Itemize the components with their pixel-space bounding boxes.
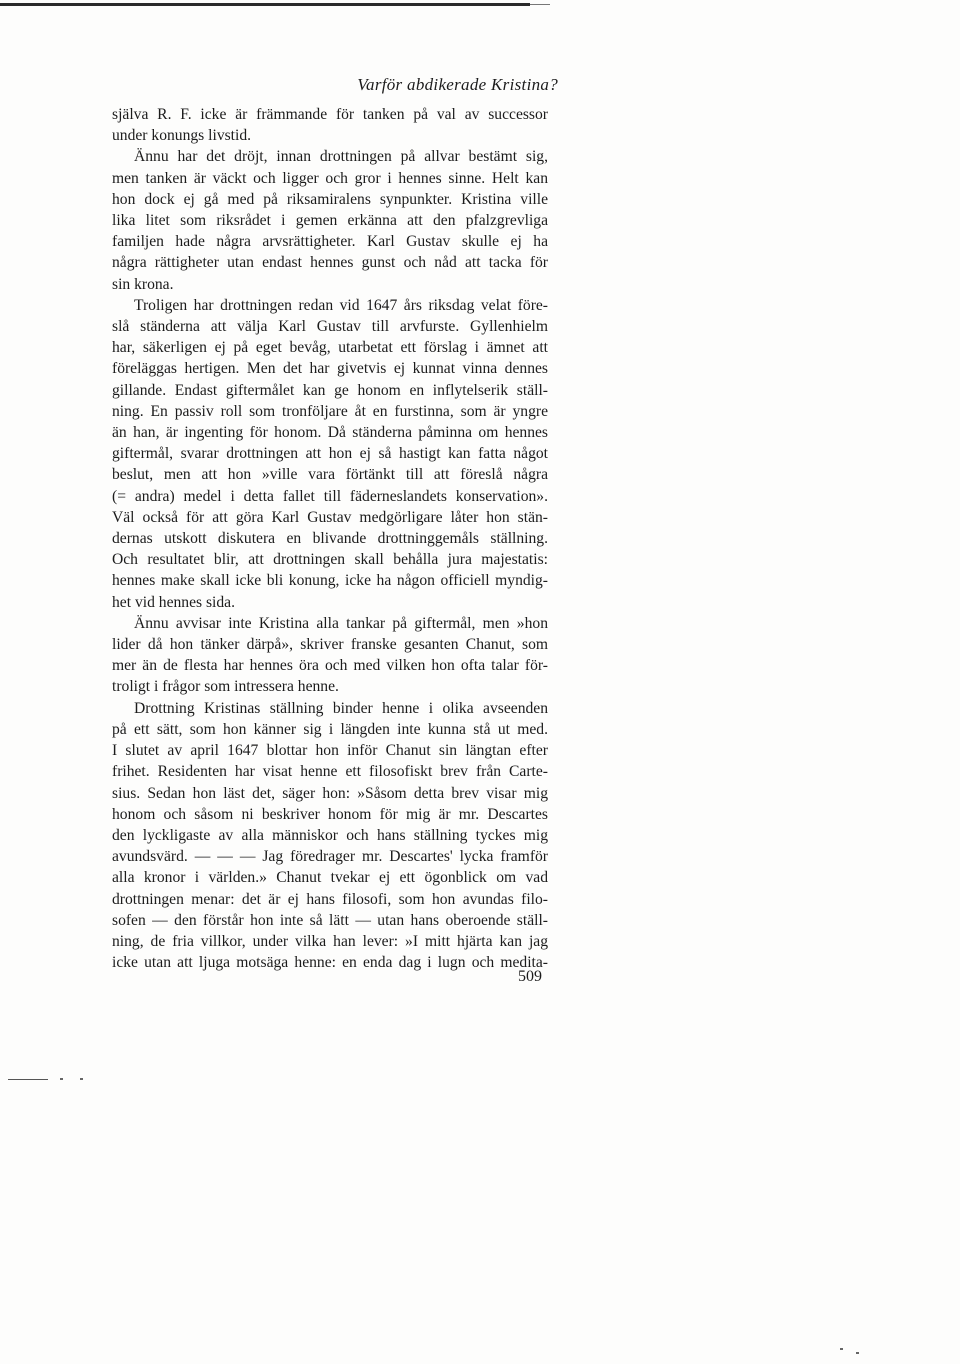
text-line: dernas utskott diskutera en blivande drottninggemåls ställning. (112, 530, 548, 548)
text-line: några rättigheter utan endast hennes gunst och nåd att tacka för (112, 254, 548, 272)
text-line: hon dock ej gå med på riksamiralens synpunkter. Kristina ville (112, 190, 548, 208)
text-line: på ett sätt, som hon känner sig i längden inte kunna stå ut med. (112, 720, 548, 738)
text-line: frihet. Residenten har visat henne ett filosofiskt brev från Carte- (112, 763, 548, 781)
text-line: Ännu avvisar inte Kristina alla tankar på giftermål, men »hon (134, 614, 548, 632)
text-line: Och resultatet blir, att drottningen skall behålla jura majestatis: (112, 551, 548, 569)
scan-speck (856, 1352, 859, 1354)
text-line: mer än de flesta har hennes öra och med vilken hon ofta talar för- (112, 657, 548, 675)
top-rule-tail (530, 4, 550, 5)
text-line: den lyckligaste av alla människor och hans ställning tyckes mig (112, 826, 548, 844)
text-line: alla kronor i världen.» Chanut tvekar ej ett ögonblick om vad (112, 869, 548, 887)
text-line: familjen hade några arvsrättigheter. Karl Gustav skulle ej ha (112, 233, 548, 251)
text-line: icke utan att ljuga motsäga henne: en enda dag i lugn och medita- (112, 954, 548, 972)
text-line: än han, är ingenting för honom. Då ständerna påminna om hennes (112, 424, 548, 442)
text-line: avundsvärd. — — — Jag föredrager mr. Descartes' lycka framför (112, 848, 548, 866)
text-line: under konungs livstid. (112, 127, 252, 145)
scan-speck (60, 1078, 63, 1080)
text-line: Troligen har drottningen redan vid 1647 års riksdag velat före- (134, 296, 548, 314)
text-line: gillande. Endast giftermålet kan ge honom en inflytelserik ställ- (112, 381, 548, 399)
text-line: (= andra) medel i detta fallet till fäderneslandets konservation». (112, 487, 548, 505)
body-text (112, 104, 548, 973)
text-line: ning. En passiv roll som tronföljare åt en furstinna, som är yngre (112, 402, 548, 420)
text-line: själva R. F. icke är främmande för tanken på val av successor (112, 106, 548, 123)
text-line: lika litet som riksrådet i gemen erkänna att den pfalzgrevliga (112, 212, 548, 230)
text-line: I slutet av april 1647 blottar hon inför Chanut sin längtan efter (112, 742, 548, 760)
bottom-rule (8, 1079, 48, 1080)
text-line: hennes make skall icke bli konung, icke ha någon officiell myndig- (112, 572, 548, 590)
text-line: troligt i frågor som intressera henne. (112, 678, 339, 696)
text-line: slå ständerna att välja Karl Gustav till arvfurste. Gyllenhielm (112, 318, 548, 336)
scan-speck (80, 1078, 83, 1080)
text-line: beslut, men att hon »ville vara förtänkt till att föreslå några (112, 466, 548, 484)
text-line: lider då hon tänker därpå», skriver franske gesanten Chanut, som (112, 636, 548, 654)
scan-speck (840, 1348, 843, 1350)
text-line: Väl också för att göra Karl Gustav medgörligare låter hon stän- (112, 508, 548, 526)
text-line: sofen — den förstår hon inte så lätt — utan hans oberoende ställ- (112, 911, 548, 929)
text-line: sin krona. (112, 275, 174, 293)
text-line: giftermål, svarar drottningen att hon ej så hastigt kan fatta något (112, 445, 548, 463)
text-line: sius. Sedan hon läst det, säger hon: »Såsom detta brev visar mig (112, 784, 548, 802)
top-rule (0, 3, 530, 6)
text-line: har, säkerligen ej på eget bevåg, utarbetat ett förslag i ämnet att (112, 339, 548, 357)
page-number: 509 (518, 968, 542, 985)
text-line: föreläggas hertigen. Men det har givetvis ej kunnat vinna dennes (112, 360, 548, 378)
text-line: ning, de fria villkor, under vilka han lever: »I mitt hjärta kan jag (112, 932, 548, 950)
text-line: het vid hennes sida. (112, 593, 235, 611)
text-line: Drottning Kristinas ställning binder henne i olika avseenden (134, 699, 548, 717)
text-line: honom och såsom ni beskriver honom för mig är mr. Descartes (112, 805, 548, 823)
text-line: drottningen menar: det är ej hans filosofi, som hon avundas filo- (112, 890, 548, 908)
text-line: Ännu har det dröjt, innan drottningen på allvar bestämt sig, (134, 148, 548, 166)
text-line: men tanken är väckt och ligger och gror i hennes sinne. Helt kan (112, 169, 548, 187)
running-head: Varför abdikerade Kristina? (357, 75, 558, 94)
